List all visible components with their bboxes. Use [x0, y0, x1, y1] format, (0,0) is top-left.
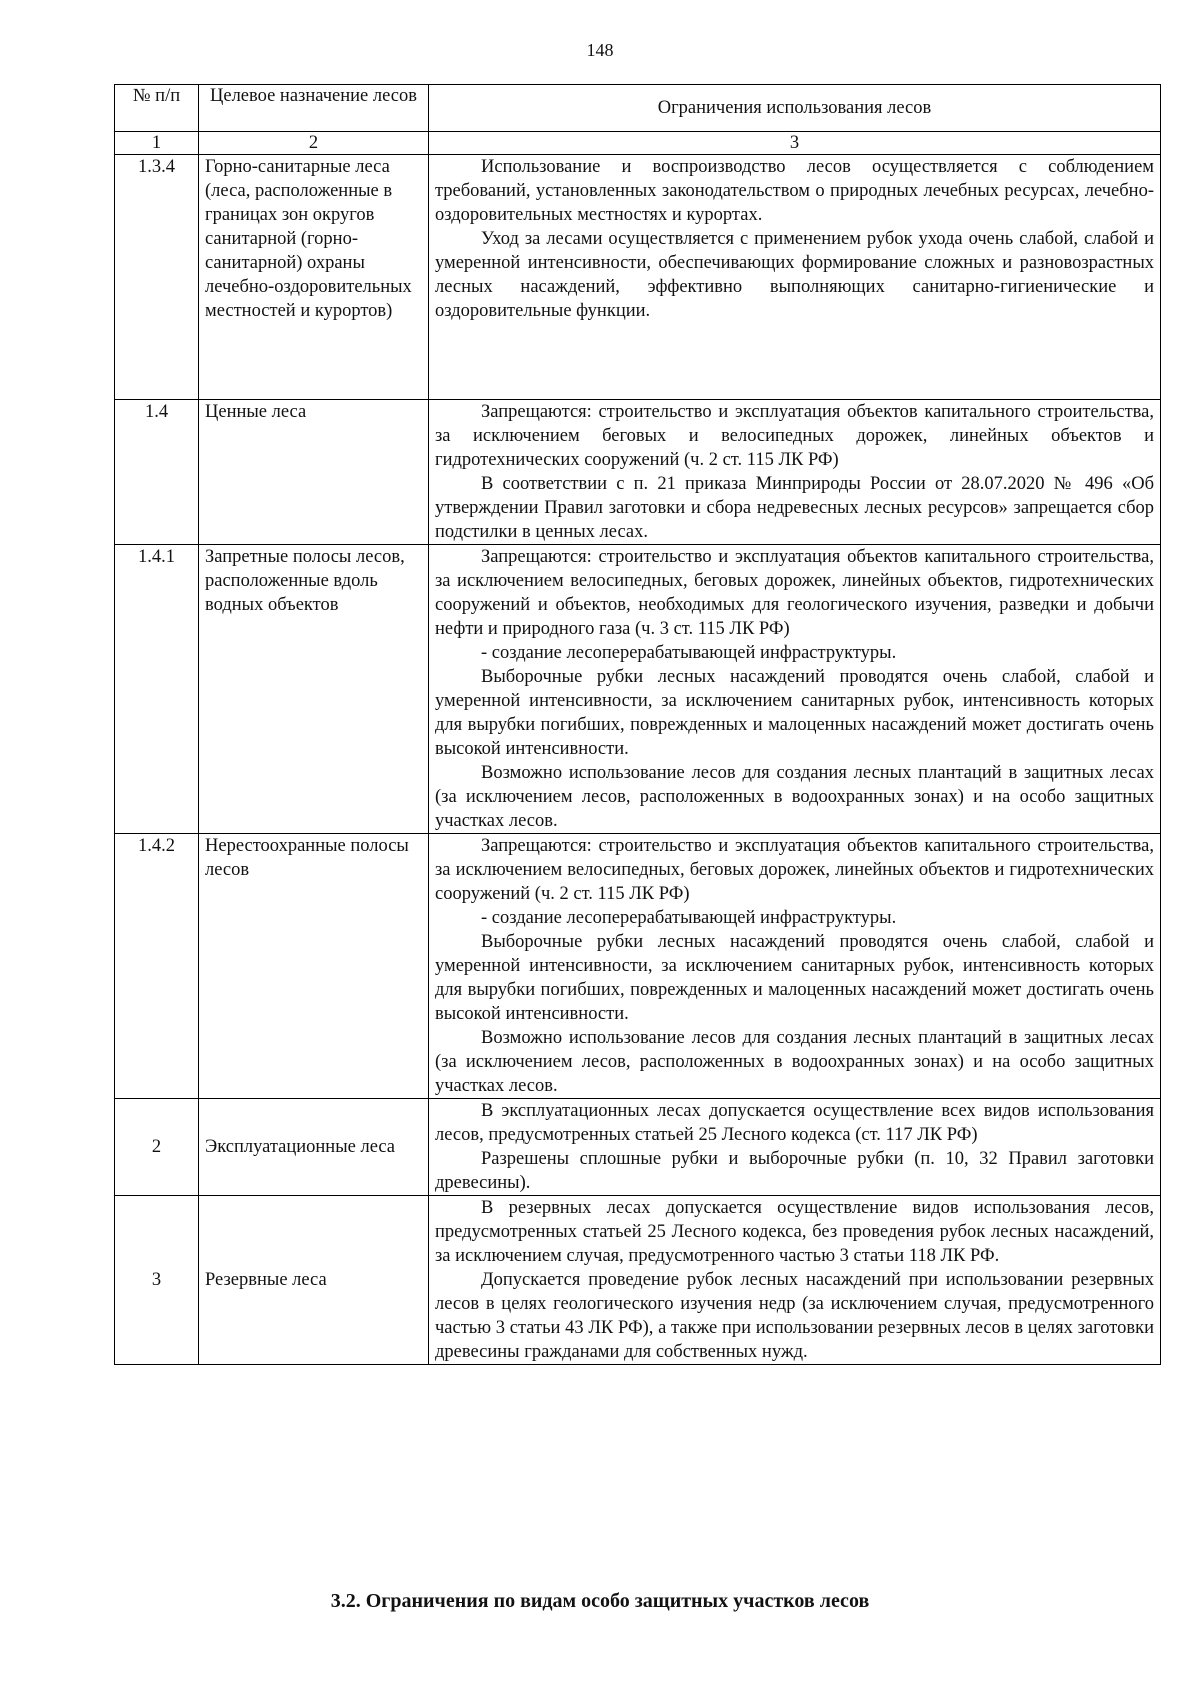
restriction-paragraph: Выборочные рубки лесных насаждений проводятся очень слабой, слабой и умеренной интенсивности, за исключением санитарных рубок, интенсивность которых для вырубки погибших, поврежденных и малоценных насаждений может достигать очень высокой интенсивности.	[435, 667, 1154, 759]
restrictions-text	[429, 1099, 1161, 1196]
restriction-paragraph: Запрещаются: строительство и эксплуатация объектов капитального строительства, за исключением велосипедных, беговых дорожек, линейных объектов, гидротехнических сооружений и объектов, необходимых для геологического изучения, разведки и добычи нефти и природного газа (ч. 3 ст. 115 ЛК РФ)	[435, 547, 1154, 639]
restriction-paragraph: Возможно использование лесов для создания лесных плантаций в защитных лесах (за исключением лесов, расположенных в водоохранных зонах) и на особо защитных участках лесов.	[435, 763, 1154, 831]
restriction-paragraph: Допускается проведение рубок лесных насаждений при использовании резервных лесов в целях геологического изучения недр (за исключением случая, предусмотренного частью 3 статьи 43 ЛК РФ), а также при использовании резервных лесов в целях заготовки древесины гражданами для собственных нужд.	[435, 1270, 1154, 1362]
header-purpose: Целевое назначение лесов	[199, 85, 429, 132]
table-row	[115, 834, 1161, 1099]
column-number: 2	[199, 132, 429, 155]
row-number: 3	[115, 1196, 199, 1365]
row-number: 2	[115, 1099, 199, 1196]
row-number: 1.4.2	[115, 834, 199, 1099]
forest-restrictions-table	[114, 84, 1161, 1365]
restriction-paragraph: В резервных лесах допускается осуществление видов использования лесов, предусмотренных статьей 25 Лесного кодекса, без проведения рубок лесных насаждений, за исключением случая, предусмотренного частью 3 статьи 118 ЛК РФ.	[435, 1198, 1154, 1266]
restriction-paragraph: - создание лесоперерабатывающей инфраструктуры.	[481, 908, 897, 928]
row-number: 1.3.4	[115, 155, 199, 400]
row-number: 1.4.1	[115, 545, 199, 834]
restriction-paragraph: В соответствии с п. 21 приказа Минприроды России от 28.07.2020 № 496 «Об утверждении Правил заготовки и сбора недревесных лесных ресурсов» запрещается сбор подстилки в ценных лесах.	[435, 474, 1154, 542]
restriction-paragraph: Использование и воспроизводство лесов осуществляется с соблюдением требований, установленных законодательством о природных лечебных ресурсах, лечебно-оздоровительных местностях и курортах.	[435, 157, 1154, 225]
restrictions-text	[429, 1196, 1161, 1365]
forest-purpose: Нерестоохранные полосы лесов	[199, 834, 429, 1099]
restriction-paragraph: В эксплуатационных лесах допускается осуществление всех видов использования лесов, предусмотренных статьей 25 Лесного кодекса (ст. 117 ЛК РФ)	[435, 1101, 1154, 1145]
column-number: 1	[115, 132, 199, 155]
restriction-paragraph: - создание лесоперерабатывающей инфраструктуры.	[481, 643, 897, 663]
forest-purpose: Ценные леса	[199, 400, 429, 545]
restriction-paragraph: Запрещаются: строительство и эксплуатация объектов капитального строительства, за исключением беговых и велосипедных дорожек, линейных объектов и гидротехнических сооружений (ч. 2 ст. 115 ЛК РФ)	[435, 402, 1154, 470]
forest-purpose: Запретные полосы лесов, расположенные вдоль водных объектов	[199, 545, 429, 834]
column-number-row	[115, 132, 1161, 155]
restriction-paragraph: Возможно использование лесов для создания лесных плантаций в защитных лесах (за исключением лесов, расположенных в водоохранных зонах) и на особо защитных участках лесов.	[435, 1028, 1154, 1096]
table-row	[115, 400, 1161, 545]
restriction-paragraph: Разрешены сплошные рубки и выборочные рубки (п. 10, 32 Правил заготовки древесины).	[435, 1149, 1154, 1193]
forest-purpose: Эксплуатационные леса	[199, 1099, 429, 1196]
page-number: 148	[586, 40, 614, 60]
restriction-paragraph: Уход за лесами осуществляется с применением рубок ухода очень слабой, слабой и умеренной интенсивности, обеспечивающих формирование сложных и разновозрастных лесных насаждений, эффективно выполняющих санитарно-гигиенические и оздоровительные функции.	[435, 229, 1154, 321]
table-row	[115, 1196, 1161, 1365]
header-number: № п/п	[115, 85, 199, 132]
table-header-row	[115, 85, 1161, 132]
forest-purpose: Резервные леса	[199, 1196, 429, 1365]
restrictions-text	[429, 400, 1161, 545]
header-restrictions: Ограничения использования лесов	[429, 85, 1161, 132]
table-row	[115, 1099, 1161, 1196]
table-row	[115, 545, 1161, 834]
section-heading: 3.2. Ограничения по видам особо защитных участков лесов	[330, 1590, 870, 1612]
column-number: 3	[429, 132, 1161, 155]
row-number: 1.4	[115, 400, 199, 545]
restrictions-text	[429, 545, 1161, 834]
restrictions-text	[429, 155, 1161, 400]
forest-purpose: Горно-санитарные леса (леса, расположенные в границах зон округов санитарной (горно-санитарной) охраны лечебно-оздоровительных местностей и курортов)	[199, 155, 429, 400]
table-row	[115, 155, 1161, 400]
restriction-paragraph: Запрещаются: строительство и эксплуатация объектов капитального строительства, за исключением велосипедных, беговых дорожек, линейных объектов и гидротехнических сооружений (ч. 2 ст. 115 ЛК РФ)	[435, 836, 1154, 904]
restriction-paragraph: Выборочные рубки лесных насаждений проводятся очень слабой, слабой и умеренной интенсивности, за исключением санитарных рубок, интенсивность которых для вырубки погибших, поврежденных и малоценных насаждений может достигать очень высокой интенсивности.	[435, 932, 1154, 1024]
restrictions-text	[429, 834, 1161, 1099]
